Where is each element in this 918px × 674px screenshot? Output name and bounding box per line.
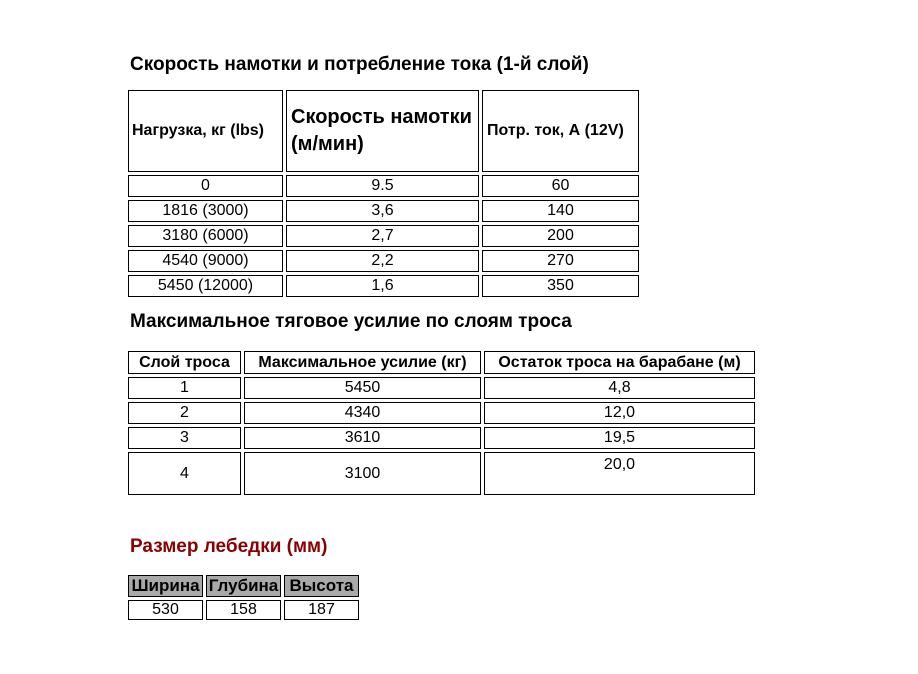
table-row	[128, 402, 755, 424]
cell-load: 1816 (3000)	[128, 200, 283, 222]
table-row	[128, 200, 639, 222]
col-header-speed-line1: Скорость намотки	[291, 106, 472, 128]
cell-load: 3180 (6000)	[128, 225, 283, 247]
cell-max-force: 5450	[244, 377, 481, 399]
cell-speed: 2,2	[286, 250, 479, 272]
col-header-speed-line2: (м/мин)	[291, 133, 364, 155]
cell-speed: 3,6	[286, 200, 479, 222]
cell-load: 5450 (12000)	[128, 275, 283, 297]
cell-rope-left: 19,5	[484, 427, 755, 449]
table-row	[128, 250, 639, 272]
cell-rope-left: 4,8	[484, 377, 755, 399]
speed-current-table	[125, 87, 642, 300]
cell-depth: 158	[206, 600, 281, 620]
cell-speed: 2,7	[286, 225, 479, 247]
cell-speed: 1,6	[286, 275, 479, 297]
speed-section-title: Скорость намотки и потребление тока (1-й слой)	[130, 54, 589, 75]
size-table-header-row	[128, 575, 359, 597]
cell-speed: 9.5	[286, 175, 479, 197]
table-row	[128, 275, 639, 297]
cell-current: 60	[482, 175, 639, 197]
cell-load: 4540 (9000)	[128, 250, 283, 272]
cell-layer: 4	[128, 452, 241, 495]
cell-rope-left: 12,0	[484, 402, 755, 424]
cell-max-force: 4340	[244, 402, 481, 424]
table-row	[128, 175, 639, 197]
cell-load: 0	[128, 175, 283, 197]
col-header-max-force: Максимальное усилие (кг)	[244, 351, 481, 374]
col-header-load: Нагрузка, кг (lbs)	[128, 90, 283, 172]
table-row	[128, 452, 755, 495]
cell-width: 530	[128, 600, 203, 620]
col-header-speed	[286, 90, 479, 172]
cell-max-force: 3610	[244, 427, 481, 449]
cell-max-force: 3100	[244, 452, 481, 495]
cell-rope-left: 20,0	[484, 452, 755, 495]
cell-layer: 2	[128, 402, 241, 424]
cell-height: 187	[284, 600, 359, 620]
pull-table-header-row	[128, 351, 755, 374]
col-header-height: Высота	[284, 575, 359, 597]
table-row	[128, 427, 755, 449]
col-header-width: Ширина	[128, 575, 203, 597]
table-row	[128, 600, 359, 620]
cell-layer: 1	[128, 377, 241, 399]
col-header-depth: Глубина	[206, 575, 281, 597]
table-row	[128, 377, 755, 399]
cell-layer: 3	[128, 427, 241, 449]
cell-current: 270	[482, 250, 639, 272]
col-header-rope-left: Остаток троса на барабане (м)	[484, 351, 755, 374]
pull-section-title: Максимальное тяговое усилие по слоям троса	[130, 311, 572, 332]
pull-force-table	[125, 348, 758, 498]
winch-size-table	[125, 572, 362, 623]
speed-table-header-row	[128, 90, 639, 172]
col-header-current: Потр. ток, А (12V)	[482, 90, 639, 172]
col-header-layer: Слой троса	[128, 351, 241, 374]
cell-current: 140	[482, 200, 639, 222]
cell-current: 350	[482, 275, 639, 297]
size-section-title: Размер лебедки (мм)	[130, 536, 328, 557]
table-row	[128, 225, 639, 247]
cell-current: 200	[482, 225, 639, 247]
